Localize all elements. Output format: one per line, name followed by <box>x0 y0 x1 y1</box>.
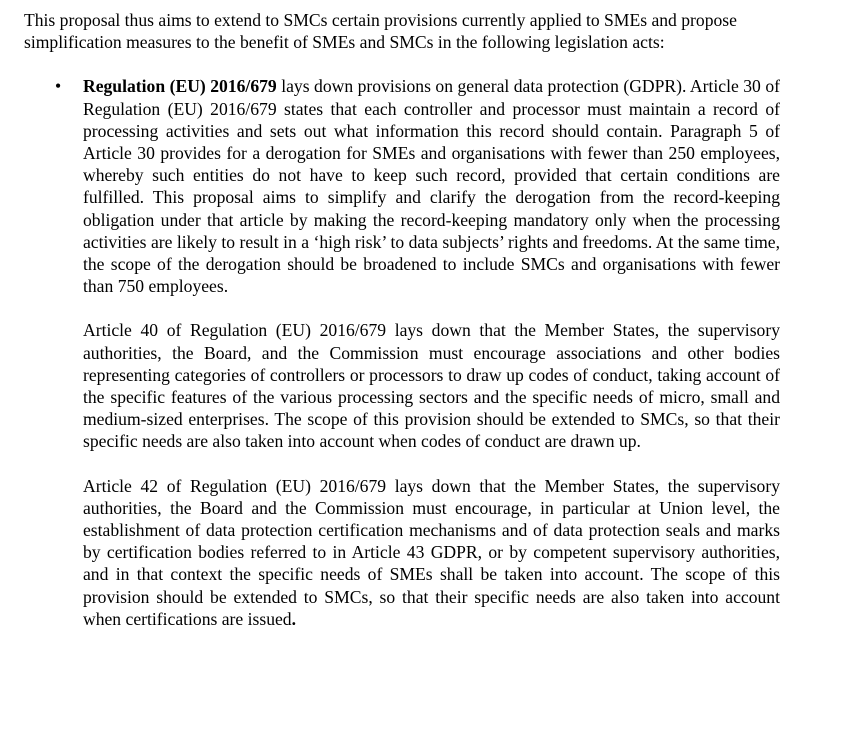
article-42-text: Article 42 of Regulation (EU) 2016/679 lays down that the Member States, the supervisory authorities, the Board and the Commission must encourage, in particular at Union level, the establishment of data protection certification mechanisms and of data protection seals and marks by certification bodies referred to in Article 43 GDPR, or by competent supervisory authorities, and in that context the specific needs of SMEs shall be taken into account. The scope of this provision should be extended to SMCs, so that their specific needs are also taken into account when certifications are issued <box>83 475 780 629</box>
document-body <box>24 9 780 630</box>
legislation-list <box>24 75 780 297</box>
bullet-icon: • <box>55 76 62 97</box>
list-item-gdpr <box>24 75 780 297</box>
regulation-reference: Regulation (EU) 2016/679 <box>83 76 277 97</box>
article-42-paragraph <box>24 475 780 630</box>
article-42-period: . <box>291 608 297 629</box>
article-40-paragraph: Article 40 of Regulation (EU) 2016/679 lays down that the Member States, the supervisory authorities, the Board, and the Commission must encourage associations and other bodies representing categories of controllers or processors to draw up codes of conduct, taking account of the specific features of the various processing sectors and the specific needs of micro, small and medium-sized enterprises. The scope of this provision should be extended to SMCs, so that their specific needs are also taken into account when codes of conduct are drawn up. <box>83 320 780 452</box>
gdpr-paragraph <box>83 75 780 297</box>
intro-paragraph: This proposal thus aims to extend to SMCs certain provisions currently applied to SMEs and propose simplification measures to the benefit of SMEs and SMCs in the following legislation acts: <box>24 10 737 53</box>
gdpr-paragraph-text: lays down provisions on general data protection (GDPR). Article 30 of Regulation (EU) 2016/679 states that each controller and processor must maintain a record of processing activities and sets out what information this record should contain. Paragraph 5 of Article 30 provides for a derogation for SMEs and organisations with fewer than 250 employees, whereby such entities do not have to keep such record, provided that certain conditions are fulfilled. This proposal aims to simplify and clarify the derogation from the record-keeping obligation under that article by making the record-keeping mandatory only when the processing activities are likely to result in a ‘high risk’ to data subjects’ rights and freedoms. At the same time, the scope of the derogation should be broadened to include SMCs and organisations with fewer than 750 employees. <box>83 76 780 297</box>
